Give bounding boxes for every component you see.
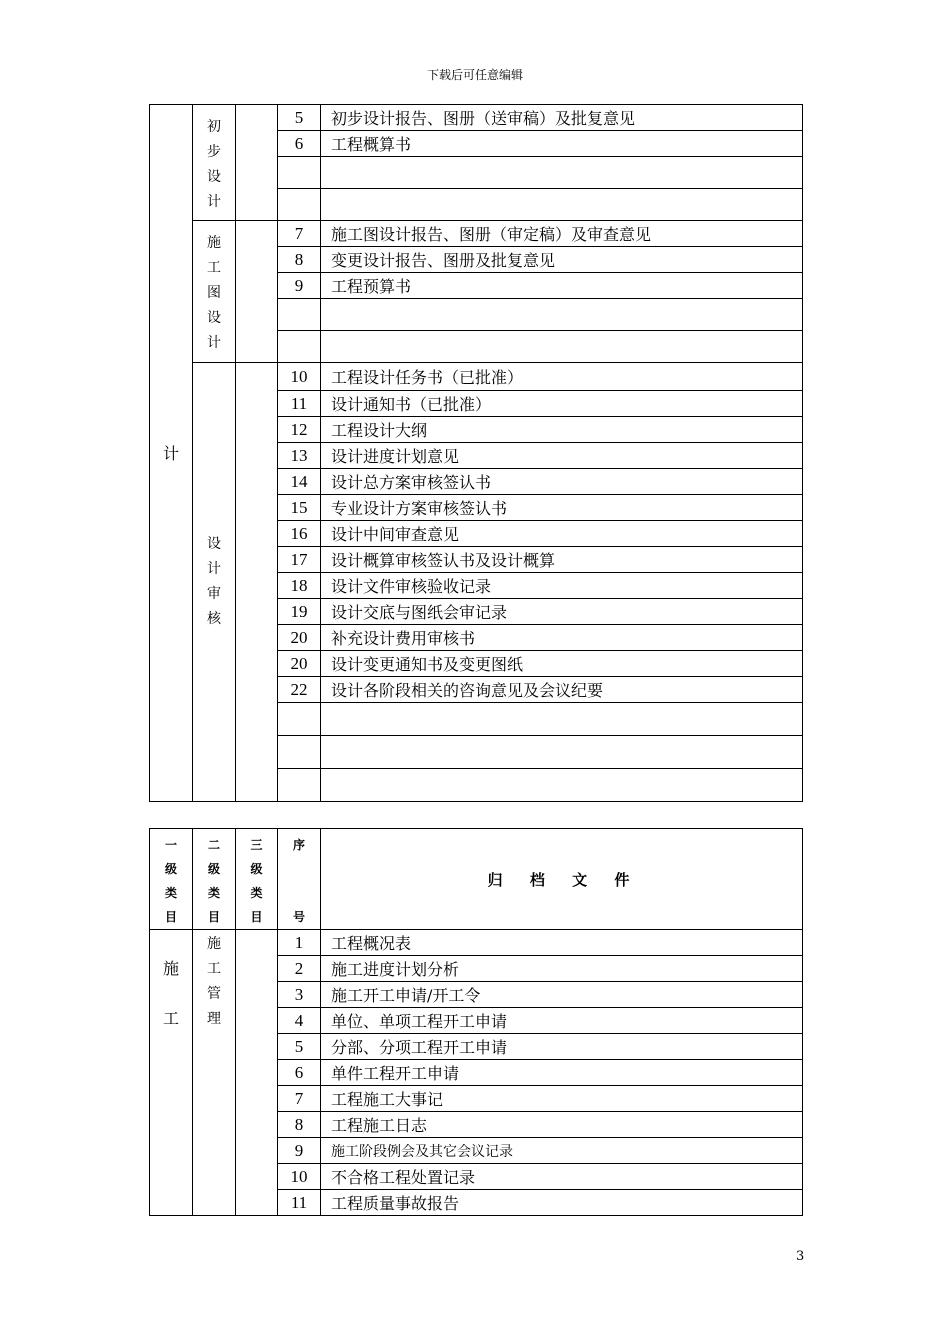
level3-category-cell [236, 221, 278, 363]
row-number: 20 [278, 651, 321, 677]
row-number [278, 736, 321, 769]
row-number: 4 [278, 1008, 321, 1034]
archive-table-design [149, 104, 803, 802]
row-number [278, 769, 321, 802]
level2-category-construction-drawing-design: 施 工 图 设 计 [193, 221, 236, 363]
row-number: 12 [278, 417, 321, 443]
header-archive-files: 归 档 文 件 [321, 829, 803, 930]
row-document: 设计通知书（已批准） [321, 391, 803, 417]
row-document: 施工进度计划分析 [321, 956, 803, 982]
row-document: 工程设计大纲 [321, 417, 803, 443]
row-document: 工程预算书 [321, 273, 803, 299]
row-number: 20 [278, 625, 321, 651]
row-number: 10 [278, 363, 321, 391]
row-document: 不合格工程处置记录 [321, 1164, 803, 1190]
row-document: 施工阶段例会及其它会议记录 [321, 1138, 803, 1164]
row-number: 11 [278, 1190, 321, 1216]
row-document: 设计变更通知书及变更图纸 [321, 651, 803, 677]
level1-category-construction: 施 工 [150, 930, 193, 1216]
row-document: 设计总方案审核签认书 [321, 469, 803, 495]
row-document: 设计进度计划意见 [321, 443, 803, 469]
row-document: 分部、分项工程开工申请 [321, 1034, 803, 1060]
row-document: 设计概算审核签认书及设计概算 [321, 547, 803, 573]
level1-category-label: 计 [162, 443, 179, 463]
row-document: 施工开工申请/开工令 [321, 982, 803, 1008]
header-level2-category: 二 级 类 目 [193, 829, 236, 930]
row-document: 设计文件审核验收记录 [321, 573, 803, 599]
row-number: 7 [278, 221, 321, 247]
row-document: 变更设计报告、图册及批复意见 [321, 247, 803, 273]
level2-category-preliminary-design: 初 步 设 计 [193, 105, 236, 221]
row-number: 13 [278, 443, 321, 469]
row-document [321, 189, 803, 221]
row-number [278, 331, 321, 363]
row-document [321, 299, 803, 331]
row-document: 工程施工大事记 [321, 1086, 803, 1112]
row-document: 工程设计任务书（已批准） [321, 363, 803, 391]
row-number: 5 [278, 1034, 321, 1060]
row-document: 工程质量事故报告 [321, 1190, 803, 1216]
row-document [321, 703, 803, 736]
row-number: 9 [278, 1138, 321, 1164]
row-document: 工程概况表 [321, 930, 803, 956]
row-number [278, 189, 321, 221]
row-document: 设计交底与图纸会审记录 [321, 599, 803, 625]
row-document [321, 331, 803, 363]
row-document: 单位、单项工程开工申请 [321, 1008, 803, 1034]
row-number: 9 [278, 273, 321, 299]
archive-table-construction [149, 828, 803, 1216]
row-number: 2 [278, 956, 321, 982]
row-number: 8 [278, 1112, 321, 1138]
row-number: 14 [278, 469, 321, 495]
row-document [321, 769, 803, 802]
row-document [321, 157, 803, 189]
row-number [278, 703, 321, 736]
row-number: 16 [278, 521, 321, 547]
row-number: 10 [278, 1164, 321, 1190]
level2-category-design-review: 设 计 审 核 [193, 363, 236, 802]
page-header: 下载后可任意编辑 [426, 68, 523, 82]
row-document: 专业设计方案审核签认书 [321, 495, 803, 521]
row-number: 18 [278, 573, 321, 599]
level3-category-cell [236, 363, 278, 802]
row-number [278, 299, 321, 331]
header-sequence-number: 序 号 [278, 829, 321, 930]
row-number: 1 [278, 930, 321, 956]
row-number: 8 [278, 247, 321, 273]
row-number: 15 [278, 495, 321, 521]
row-number: 22 [278, 677, 321, 703]
row-document: 初步设计报告、图册（送审稿）及批复意见 [321, 105, 803, 131]
row-number: 17 [278, 547, 321, 573]
level3-category-cell [236, 105, 278, 221]
row-number: 5 [278, 105, 321, 131]
level2-category-construction-management: 施 工 管 理 [193, 930, 236, 1216]
level3-category-cell [236, 930, 278, 1216]
row-number: 6 [278, 131, 321, 157]
row-number: 6 [278, 1060, 321, 1086]
row-number: 11 [278, 391, 321, 417]
row-number: 3 [278, 982, 321, 1008]
row-document: 补充设计费用审核书 [321, 625, 803, 651]
row-document: 施工图设计报告、图册（审定稿）及审查意见 [321, 221, 803, 247]
row-document: 设计中间审查意见 [321, 521, 803, 547]
row-number [278, 157, 321, 189]
row-number: 7 [278, 1086, 321, 1112]
header-level1-category: 一 级 类 目 [150, 829, 193, 930]
row-document: 工程施工日志 [321, 1112, 803, 1138]
page-number: 3 [796, 1249, 805, 1264]
row-document [321, 736, 803, 769]
row-document: 单件工程开工申请 [321, 1060, 803, 1086]
row-document: 设计各阶段相关的咨询意见及会议纪要 [321, 677, 803, 703]
table-header-row [150, 829, 803, 930]
row-number: 19 [278, 599, 321, 625]
level1-category-cell [150, 105, 193, 802]
header-level3-category: 三 级 类 目 [236, 829, 278, 930]
row-document: 工程概算书 [321, 131, 803, 157]
